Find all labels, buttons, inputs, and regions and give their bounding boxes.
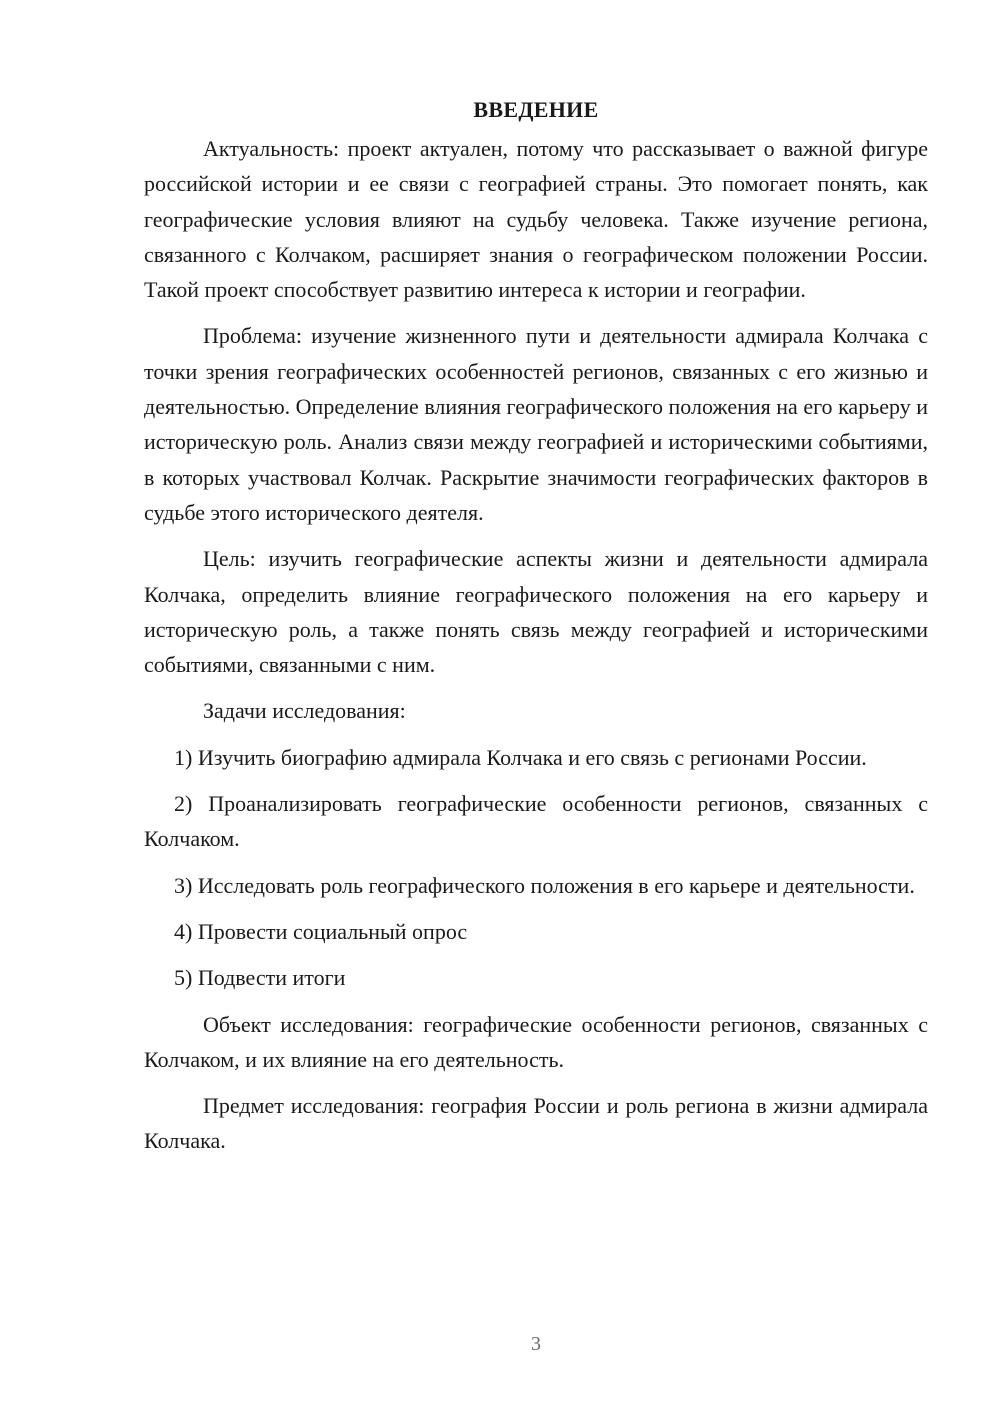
goal-paragraph: Цель: изучить географические аспекты жизни и деятельности адмирала Колчака, определить влияние географического положения на его карьеру и историческую роль, а также понять связь между географией и историческими событиями, связанными с ним. xyxy=(144,546,928,678)
relevance-paragraph: Актуальность: проект актуален, потому что рассказывает о важной фигуре российской истории и ее связи с географией страны. Это помогает понять, как географические условия влияют на судьбу человека. Также изучение региона, связанного с Колчаком, расширяет знания о географическом положении России. Такой проект способствует развитию интереса к истории и географии. xyxy=(144,136,928,303)
task-item-4: 4) Провести социальный опрос xyxy=(174,918,468,944)
page-title: ВВЕДЕНИЕ xyxy=(473,97,599,122)
task-item-2: 2) Проанализировать географические особенности регионов, связанных с Колчаком. xyxy=(144,791,928,852)
object-paragraph: Объект исследования: географические особенности регионов, связанных с Колчаком, и их влияние на его деятельность. xyxy=(144,1011,928,1072)
tasks-heading: Задачи исследования: xyxy=(203,698,406,724)
task-item-5: 5) Подвести итоги xyxy=(174,965,346,991)
document-page xyxy=(144,92,928,1170)
task-item-3: 3) Исследовать роль географического положения в его карьере и деятельности. xyxy=(174,872,915,898)
subject-paragraph: Предмет исследования: география России и роль региона в жизни адмирала Колчака. xyxy=(144,1093,928,1154)
task-item-1: 1) Изучить биографию адмирала Колчака и его связь с регионами России. xyxy=(174,744,867,770)
problem-paragraph: Проблема: изучение жизненного пути и деятельности адмирала Колчака с точки зрения географических особенностей регионов, связанных с его жизнью и деятельностью. Определение влияния географического положения на его карьеру и историческую роль. Анализ связи между географией и историческими событиями, в которых участвовал Колчак. Раскрытие значимости географических факторов в судьбе этого исторического деятеля. xyxy=(144,323,928,525)
page-number: 3 xyxy=(531,1333,541,1355)
